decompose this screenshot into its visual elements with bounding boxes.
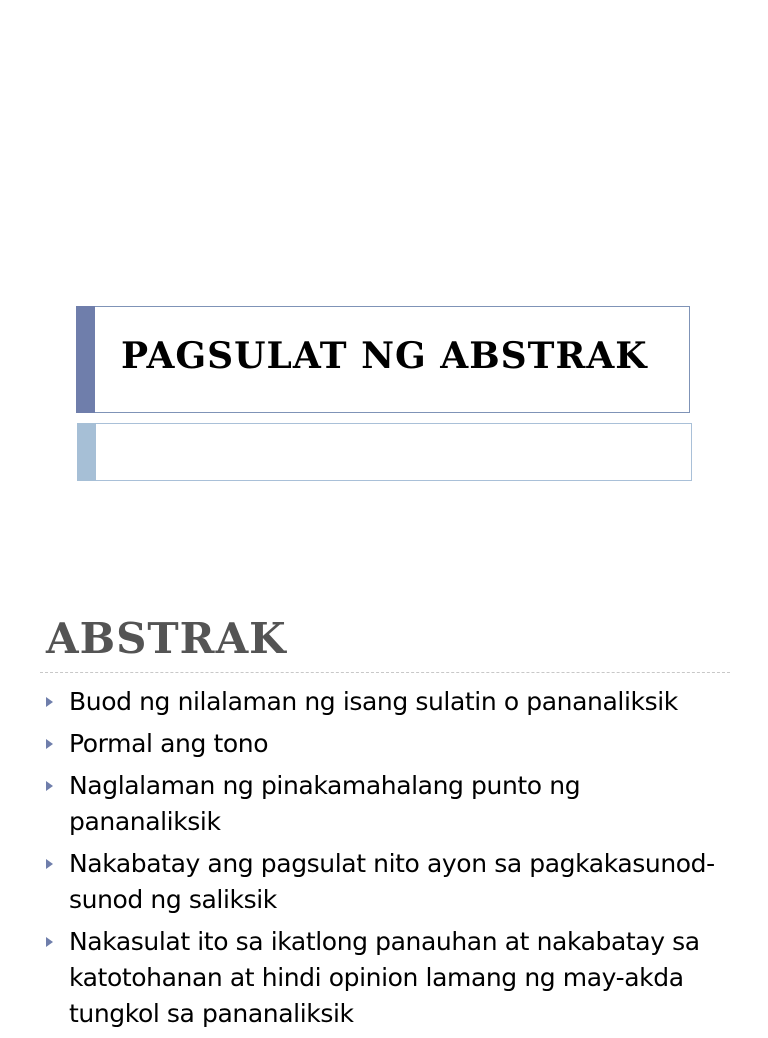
list-item-text: Pormal ang tono: [69, 729, 269, 758]
triangle-bullet-icon: [46, 697, 53, 707]
list-item-text: Naglalaman ng pinakamahalang punto ng pananaliksik: [69, 771, 581, 836]
list-item: [46, 846, 736, 918]
list-item-text: Buod ng nilalaman ng isang sulatin o pananaliksik: [69, 687, 678, 716]
slide-title: PAGSULAT NG ABSTRAK: [121, 335, 648, 377]
triangle-bullet-icon: [46, 781, 53, 791]
title-placeholder: [76, 306, 690, 413]
subtitle-placeholder: [77, 423, 692, 481]
bullet-list: [46, 684, 736, 1038]
subtitle-accent-bar: [77, 423, 96, 481]
list-item: [46, 768, 736, 840]
triangle-bullet-icon: [46, 937, 53, 947]
list-item: [46, 726, 736, 762]
triangle-bullet-icon: [46, 859, 53, 869]
list-item: [46, 924, 736, 1032]
list-item-text: Nakasulat ito sa ikatlong panauhan at nakabatay sa katotohanan at hindi opinion lamang ng may-akda tungkol sa pananaliksik: [69, 927, 700, 1028]
list-item-text: Nakabatay ang pagsulat nito ayon sa pagkakasunod-sunod ng saliksik: [69, 849, 715, 914]
list-item: [46, 684, 736, 720]
title-accent-bar: [76, 306, 95, 413]
heading-divider: [40, 672, 730, 673]
triangle-bullet-icon: [46, 739, 53, 749]
section-heading: ABSTRAK: [46, 614, 287, 663]
